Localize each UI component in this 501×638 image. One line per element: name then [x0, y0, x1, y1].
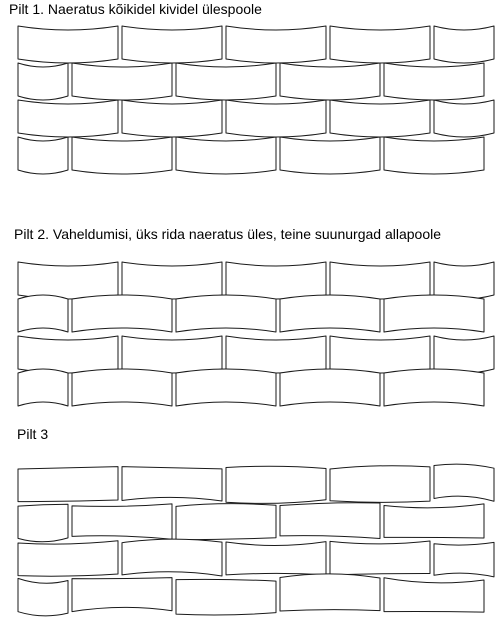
brick [18, 467, 118, 502]
brick [18, 504, 68, 542]
brick [280, 295, 380, 332]
brick [330, 336, 430, 373]
brick [384, 504, 484, 538]
brick [18, 262, 118, 299]
brick-wall-figure-2 [0, 256, 501, 416]
brick [226, 466, 326, 503]
brick [72, 369, 172, 406]
brick [176, 295, 276, 332]
brick [280, 63, 380, 100]
brick [18, 63, 68, 100]
brick [434, 542, 494, 576]
brick-wall-figure-3 [0, 462, 501, 622]
brick [330, 100, 430, 137]
brick [434, 26, 494, 63]
brick [122, 26, 222, 63]
brick [384, 295, 484, 332]
brick [226, 542, 326, 575]
brick [384, 369, 484, 406]
brick [176, 369, 276, 406]
brick [280, 369, 380, 406]
brick [72, 504, 172, 539]
brick [330, 541, 430, 575]
brick [384, 63, 484, 100]
brick [176, 137, 276, 174]
brick [18, 369, 68, 406]
brick [330, 466, 430, 503]
brick [176, 504, 276, 540]
brick [122, 467, 222, 501]
brick [226, 336, 326, 373]
brick [72, 578, 172, 612]
brick [18, 541, 118, 576]
brick [384, 578, 484, 612]
brick [18, 578, 68, 616]
brick [330, 26, 430, 63]
brick [330, 262, 430, 299]
brick [18, 336, 118, 373]
brick [122, 262, 222, 299]
brick [280, 503, 380, 539]
brick [384, 137, 484, 174]
brick [226, 26, 326, 63]
brick [122, 336, 222, 373]
brick [72, 295, 172, 332]
brick [226, 262, 326, 299]
brick [18, 26, 118, 63]
brick [434, 100, 494, 137]
figure-2-caption: Pilt 2. Vaheldumisi, üks rida naeratus üles, teine suunurgad allapoole [14, 226, 441, 242]
brick [176, 63, 276, 100]
brick [434, 336, 494, 373]
brick [72, 63, 172, 100]
brick [280, 574, 380, 611]
brick [176, 579, 276, 615]
brick [280, 137, 380, 174]
brick [122, 100, 222, 137]
brick [18, 100, 118, 137]
brick [434, 464, 494, 501]
brick [226, 100, 326, 137]
brick [18, 137, 68, 174]
brick [122, 539, 222, 576]
brick [72, 137, 172, 174]
figure-1-caption: Pilt 1. Naeratus kõikidel kividel ülespoole [9, 1, 262, 17]
brick [18, 295, 68, 332]
brick-wall-figure-1 [0, 20, 501, 180]
brick [434, 262, 494, 299]
figure-3-caption: Pilt 3 [17, 426, 49, 442]
